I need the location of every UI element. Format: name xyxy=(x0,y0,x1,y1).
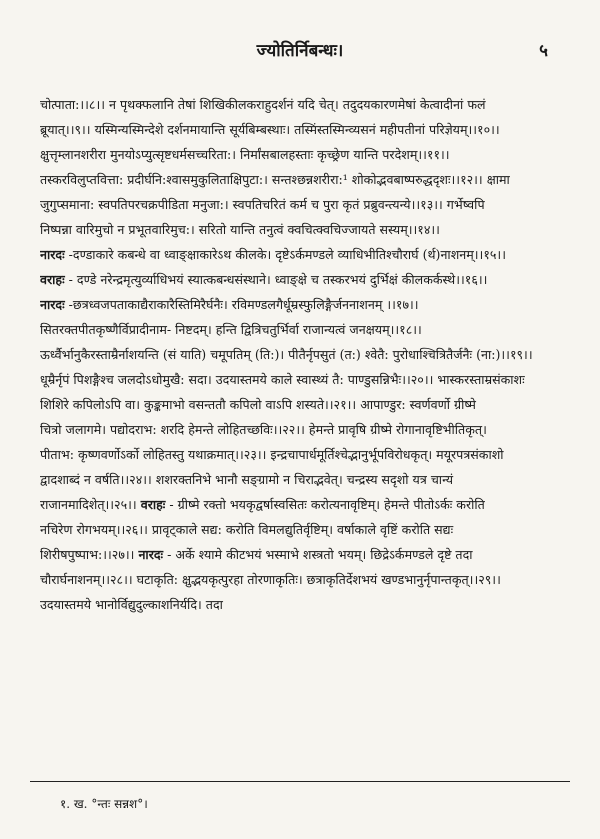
verse-text: चित्रो जलागमे। पद्योदराभ: शरदि हेमन्ते लोहितच्छविः।।२२।। हेमन्ते प्रावृषि ग्रीष्मे रोगानावृष्टिभीतिकृत्। xyxy=(40,422,487,437)
speaker-label: वराहः xyxy=(40,272,65,287)
verse-text: क्षुत्तृम्लानशरीरा मुनयोऽप्युत्सृष्टधर्मसच्चरिता:। निर्मांसबालहस्ताः कृच्छ्रेण यान्ति परदेशम्।।११।। xyxy=(40,147,450,162)
text-line xyxy=(40,442,570,467)
text-line xyxy=(40,117,570,142)
text-line xyxy=(40,242,570,267)
text-line xyxy=(40,417,570,442)
verse-text: ऊर्ध्वैर्भानुकैरस्ताम्रैर्नाशयन्ति (सं याति) चमूपतिम् (ति:)। पीतैर्नृपसुतं (त:) श्वेतै: पुरोधाश्चित्रितैर्जनैः (ना:)।।१९।। xyxy=(40,347,533,362)
verse-text: पीताभ: कृष्णवर्णोऽर्को लोहितस्तु यथाक्रमात्।।२३।। इन्द्रचापार्धमूर्तिश्चेद्भानुर्भूपविरोधकृत्। मयूरपत्रसंकाशो xyxy=(40,447,504,462)
text-line xyxy=(40,142,570,167)
footnote-divider xyxy=(30,781,570,782)
verse-text: राजानमादिशेत्।।२५।। xyxy=(40,497,141,512)
speaker-label: नारदः xyxy=(40,297,65,312)
speaker-label: नारदः xyxy=(40,247,65,262)
text-line xyxy=(40,317,570,342)
footnote: १. ख. °न्तः सन्नश°। xyxy=(60,797,148,811)
verse-text: तस्करविलुप्तवित्ता: प्रदीर्घनि:श्वासमुकुलिताक्षिपुटा:। सन्तश्छन्नशरीरा:¹ शोकोद्भवबाष्परुद्धदृशः।।१२।। क्षामा xyxy=(40,172,510,187)
text-line xyxy=(40,392,570,417)
verse-text: सितरक्तपीतकृष्णैर्विप्रादीनाम- निष्टदम्। हन्ति द्वित्रिचतुर्भिर्वा राजान्यत्वं जनक्षयम्।।१८।। xyxy=(40,322,422,337)
text-line xyxy=(40,517,570,542)
text-line xyxy=(40,367,570,392)
running-title: ज्योतिर्निबन्धः। xyxy=(256,41,344,61)
verse-text: निष्पन्ना वारिमुचो न प्रभूतवारिमुच:। सरितो यान्ति तनुत्वं क्वचित्क्वचिज्जायते सस्यम्।।१४।। xyxy=(40,222,440,237)
verse-text: -दण्डाकारे कबन्धे वा ध्वाङ्क्षाकारेऽथ कीलके। दृष्टेऽर्कमण्डले व्याधिभीतिश्चौरार्घ (र्थ)नाशनम्।।१५।। xyxy=(64,247,506,262)
text-line xyxy=(40,592,570,617)
text-line xyxy=(40,167,570,192)
verse-text: धूम्रैर्नृपं पिशङ्गैश्च जलदोऽधोमुखै: सदा। उदयास्तमये काले स्वास्थ्यं तै: पाण्डुसन्निभैः।।२०।। भास्करस्ताम्रसंकाशः xyxy=(40,372,525,387)
verse-text: नचिरेण रोगभयम्।।२६।। प्रावृट्काले सद्य: करोति विमलद्युतिर्वृष्टिम्। वर्षाकाले वृष्टिं करोति सद्यः xyxy=(40,522,454,537)
verse-text: चोत्पाता:।।८।। न पृथक्फलानि तेषां शिखिकीलकराहुदर्शनं यदि चेत्। तदुदयकारणमेषां केत्वादीनां फलं xyxy=(40,97,486,112)
verse-text: - दण्डे नरेन्द्रमृत्युर्व्याधिभयं स्यात्कबन्धसंस्थाने। ध्वाङ्क्षे च तस्करभयं दुर्भिक्षं कीलकर्कस्थे।।१६।। xyxy=(64,272,488,287)
verse-text: उदयास्तमये भानोर्विद्युदुल्काशनिर्यदि। तदा xyxy=(40,597,223,612)
speaker-label: वराहः xyxy=(140,497,166,512)
body-text xyxy=(40,92,570,617)
verse-text: शिरीषपुष्पाभ:।।२७।। xyxy=(40,547,139,562)
page-number: ५ xyxy=(539,41,548,61)
text-line xyxy=(40,342,570,367)
text-line xyxy=(40,467,570,492)
text-line xyxy=(40,217,570,242)
speaker-label: नारदः xyxy=(138,547,164,562)
text-line xyxy=(40,92,570,117)
text-line xyxy=(40,567,570,592)
text-line xyxy=(40,267,570,292)
verse-text: ब्रूयात्।।९।। यस्मिन्यस्मिन्देशे दर्शनमायान्ति सूर्यबिम्बस्थाः। तस्मिंस्तस्मिन्व्यसनं महीपतीनां परिज्ञेयम्।।१०।। xyxy=(40,122,500,137)
text-line xyxy=(40,292,570,317)
verse-text: जुगुप्समाना: स्वपतिपरचक्रपीडिता मनुजा:। स्वपतिचरितं कर्म च पुरा कृतं प्रब्रुवन्त्यन्ये।।१३।। गर्भेष्वपि xyxy=(40,197,485,212)
verse-text: चौरार्घनाशनम्।।२८।। घटाकृति: क्षुद्भयकृत्पुरहा तोरणाकृतिः। छत्राकृतिर्देशभयं खण्डभानुर्नृपान्तकृत्।।२९।। xyxy=(40,572,501,587)
verse-text: शिशिरे कपिलोऽपि वा। कुङ्कमाभो वसन्ततौ कपिलो वाऽपि शस्यते।।२१।। आपाण्डुर: स्वर्णवर्णो ग्रीष्मे xyxy=(40,397,476,412)
verse-text: द्वादशाब्दं न वर्षति।।२४।। शशरक्तनिभे भानौ सङ्ग्रामो न चिराद्भवेत्। चन्द्रस्य सदृशो यत्र चान्यं xyxy=(40,472,454,487)
verse-text: -छत्रध्वजपताकाद्यैराकारैस्तिमिरैर्घनैः। रविमण्डलगैर्धूम्रस्फुलिङ्गैर्जननाशनम् ।।१७।। xyxy=(64,297,419,312)
text-line xyxy=(40,492,570,517)
verse-text: - ग्रीष्मे रक्तो भयकृद्वर्षास्वसितः करोत्यनावृष्टिम्। हेमन्ते पीतोऽर्कः करोति xyxy=(165,497,485,512)
verse-text: - अर्के श्यामे कीटभयं भस्माभे शस्त्रतो भयम्। छिद्रेऽर्कमण्डले दृष्टे तदा xyxy=(163,547,473,562)
text-line xyxy=(40,542,570,567)
page-header xyxy=(0,38,600,62)
text-line xyxy=(40,192,570,217)
